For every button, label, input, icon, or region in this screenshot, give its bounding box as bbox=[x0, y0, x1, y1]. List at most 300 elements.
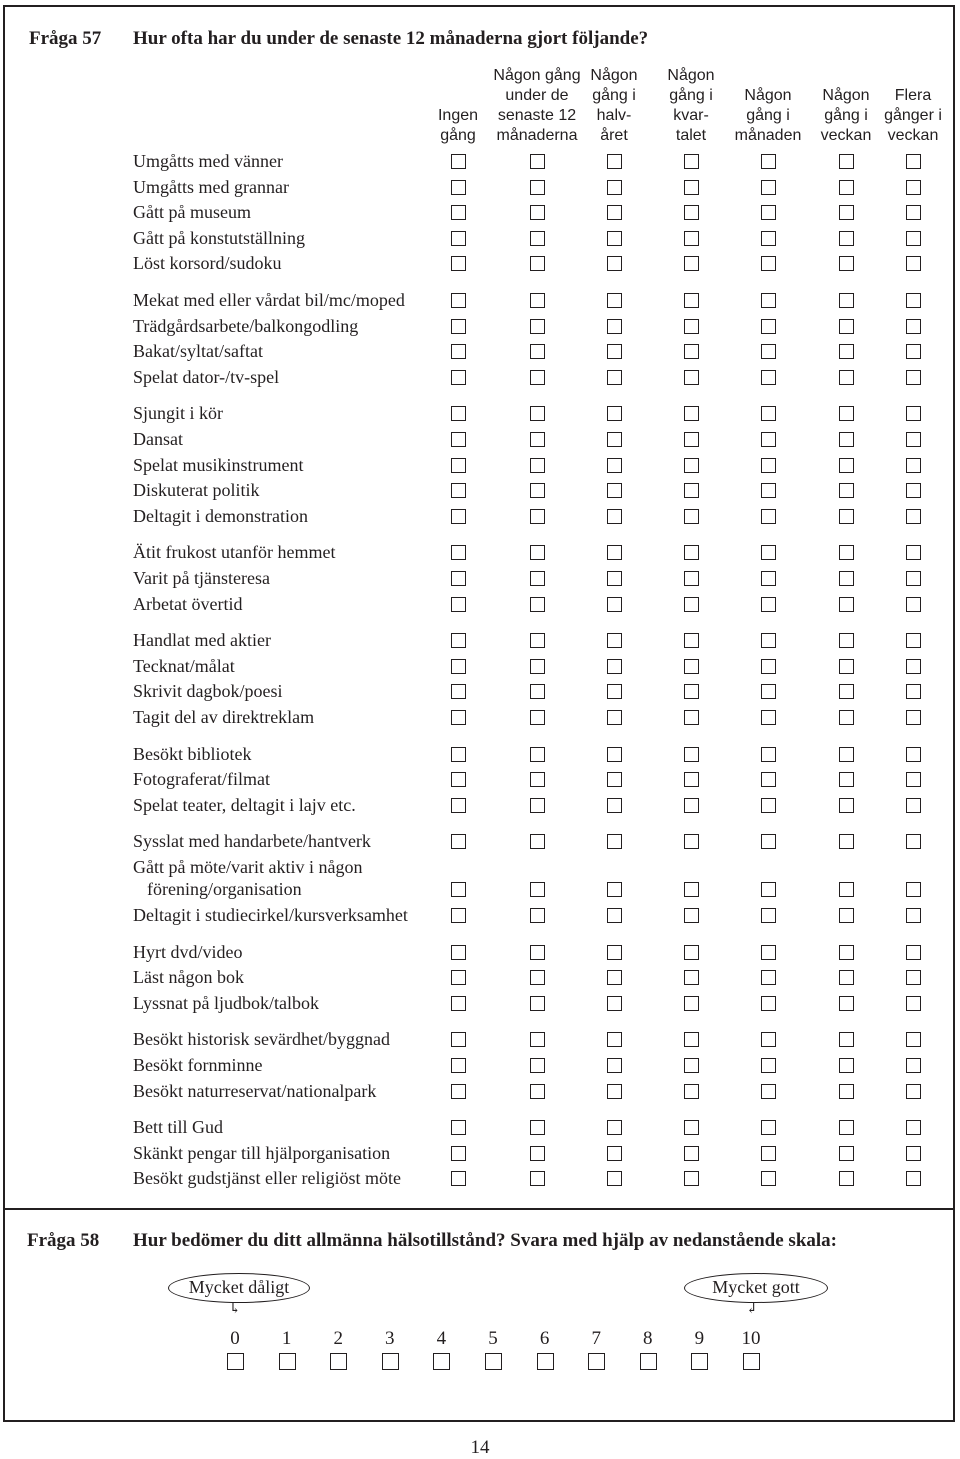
frequency-checkbox-3[interactable] bbox=[684, 710, 699, 725]
frequency-checkbox-0[interactable] bbox=[451, 908, 466, 923]
frequency-checkbox-2[interactable] bbox=[607, 256, 622, 271]
frequency-checkbox-6[interactable] bbox=[906, 432, 921, 447]
frequency-checkbox-1[interactable] bbox=[530, 406, 545, 421]
frequency-checkbox-3[interactable] bbox=[684, 633, 699, 648]
frequency-checkbox-2[interactable] bbox=[607, 996, 622, 1011]
frequency-checkbox-0[interactable] bbox=[451, 293, 466, 308]
frequency-checkbox-2[interactable] bbox=[607, 344, 622, 359]
frequency-checkbox-6[interactable] bbox=[906, 344, 921, 359]
frequency-checkbox-1[interactable] bbox=[530, 633, 545, 648]
frequency-checkbox-2[interactable] bbox=[607, 684, 622, 699]
frequency-checkbox-0[interactable] bbox=[451, 684, 466, 699]
column-header-line: Ingen bbox=[437, 107, 479, 124]
activity-label: Skänkt pengar till hjälporganisation bbox=[133, 1142, 391, 1163]
frequency-checkbox-4[interactable] bbox=[761, 834, 776, 849]
frequency-checkbox-2[interactable] bbox=[607, 1171, 622, 1186]
activity-label: Dansat bbox=[133, 429, 183, 449]
frequency-checkbox-1[interactable] bbox=[530, 1120, 545, 1135]
frequency-checkbox-6[interactable] bbox=[906, 293, 921, 308]
frequency-checkbox-4[interactable] bbox=[761, 970, 776, 985]
page-number: 14 bbox=[470, 1437, 490, 1458]
activity-label: Spelat dator-/tv-spel bbox=[133, 366, 280, 387]
frequency-checkbox-0[interactable] bbox=[451, 633, 466, 648]
frequency-checkbox-0[interactable] bbox=[451, 205, 466, 220]
frequency-checkbox-1[interactable] bbox=[530, 996, 545, 1011]
frequency-checkbox-5[interactable] bbox=[839, 798, 854, 813]
frequency-checkbox-3[interactable] bbox=[684, 1032, 699, 1047]
column-header-line: gång i bbox=[592, 87, 636, 104]
frequency-checkbox-0[interactable] bbox=[451, 747, 466, 762]
frequency-checkbox-6[interactable] bbox=[906, 1146, 921, 1161]
frequency-checkbox-6[interactable] bbox=[906, 1058, 921, 1073]
frequency-checkbox-6[interactable] bbox=[906, 772, 921, 787]
frequency-checkbox-2[interactable] bbox=[607, 1146, 622, 1161]
frequency-checkbox-6[interactable] bbox=[906, 180, 921, 195]
scale-checkbox[interactable] bbox=[588, 1353, 605, 1370]
frequency-checkbox-3[interactable] bbox=[684, 659, 699, 674]
frequency-checkbox-3[interactable] bbox=[684, 509, 699, 524]
frequency-checkbox-5[interactable] bbox=[839, 344, 854, 359]
frequency-checkbox-6[interactable] bbox=[906, 597, 921, 612]
frequency-checkbox-4[interactable] bbox=[761, 996, 776, 1011]
frequency-checkbox-2[interactable] bbox=[607, 772, 622, 787]
frequency-checkbox-1[interactable] bbox=[530, 798, 545, 813]
frequency-checkbox-2[interactable] bbox=[607, 545, 622, 560]
frequency-checkbox-1[interactable] bbox=[530, 154, 545, 169]
frequency-checkbox-6[interactable] bbox=[906, 256, 921, 271]
frequency-checkbox-5[interactable] bbox=[839, 684, 854, 699]
frequency-checkbox-6[interactable] bbox=[906, 659, 921, 674]
frequency-checkbox-6[interactable] bbox=[906, 633, 921, 648]
frequency-checkbox-5[interactable] bbox=[839, 571, 854, 586]
frequency-checkbox-3[interactable] bbox=[684, 834, 699, 849]
activity-label-line: Gått på möte/varit aktiv i någon bbox=[133, 857, 363, 877]
frequency-checkbox-4[interactable] bbox=[761, 882, 776, 897]
frequency-checkbox-4[interactable] bbox=[761, 1032, 776, 1047]
frequency-checkbox-3[interactable] bbox=[684, 205, 699, 220]
frequency-checkbox-4[interactable] bbox=[761, 545, 776, 560]
frequency-checkbox-3[interactable] bbox=[684, 406, 699, 421]
frequency-checkbox-3[interactable] bbox=[684, 483, 699, 498]
activity-label: Besökt gudstjänst eller religiöst möte bbox=[133, 1168, 401, 1189]
scale-number: 2 bbox=[333, 1328, 343, 1349]
frequency-checkbox-2[interactable] bbox=[607, 633, 622, 648]
frequency-checkbox-5[interactable] bbox=[839, 545, 854, 560]
frequency-checkbox-4[interactable] bbox=[761, 571, 776, 586]
frequency-checkbox-5[interactable] bbox=[839, 180, 854, 195]
frequency-checkbox-5[interactable] bbox=[839, 970, 854, 985]
frequency-checkbox-0[interactable] bbox=[451, 659, 466, 674]
frequency-checkbox-6[interactable] bbox=[906, 684, 921, 699]
frequency-checkbox-1[interactable] bbox=[530, 597, 545, 612]
frequency-checkbox-3[interactable] bbox=[684, 458, 699, 473]
scale-number: 0 bbox=[230, 1328, 240, 1349]
frequency-checkbox-2[interactable] bbox=[607, 205, 622, 220]
frequency-checkbox-1[interactable] bbox=[530, 1084, 545, 1099]
frequency-checkbox-1[interactable] bbox=[530, 458, 545, 473]
frequency-checkbox-6[interactable] bbox=[906, 571, 921, 586]
frequency-checkbox-3[interactable] bbox=[684, 908, 699, 923]
frequency-checkbox-3[interactable] bbox=[684, 154, 699, 169]
frequency-checkbox-2[interactable] bbox=[607, 406, 622, 421]
column-header-line: Någon bbox=[744, 87, 792, 104]
frequency-checkbox-5[interactable] bbox=[839, 908, 854, 923]
frequency-checkbox-4[interactable] bbox=[761, 231, 776, 246]
frequency-checkbox-3[interactable] bbox=[684, 432, 699, 447]
frequency-checkbox-4[interactable] bbox=[761, 293, 776, 308]
frequency-checkbox-4[interactable] bbox=[761, 180, 776, 195]
frequency-checkbox-1[interactable] bbox=[530, 1032, 545, 1047]
frequency-checkbox-6[interactable] bbox=[906, 945, 921, 960]
frequency-checkbox-3[interactable] bbox=[684, 882, 699, 897]
frequency-checkbox-1[interactable] bbox=[530, 772, 545, 787]
high-anchor-label: Mycket gott bbox=[684, 1273, 828, 1303]
scale-number: 10 bbox=[741, 1328, 761, 1349]
activity-label: Arbetat övertid bbox=[133, 593, 243, 614]
frequency-checkbox-6[interactable] bbox=[906, 1032, 921, 1047]
frequency-checkbox-1[interactable] bbox=[530, 970, 545, 985]
frequency-checkbox-5[interactable] bbox=[839, 154, 854, 169]
column-header-6 bbox=[867, 86, 959, 146]
frequency-checkbox-2[interactable] bbox=[607, 659, 622, 674]
frequency-checkbox-5[interactable] bbox=[839, 1084, 854, 1099]
frequency-checkbox-5[interactable] bbox=[839, 293, 854, 308]
frequency-checkbox-0[interactable] bbox=[451, 1058, 466, 1073]
frequency-checkbox-4[interactable] bbox=[761, 710, 776, 725]
activity-label: Handlat med aktier bbox=[133, 630, 271, 651]
frequency-checkbox-0[interactable] bbox=[451, 344, 466, 359]
column-header-line: kvar- bbox=[673, 107, 709, 124]
frequency-checkbox-3[interactable] bbox=[684, 180, 699, 195]
frequency-checkbox-1[interactable] bbox=[530, 180, 545, 195]
frequency-checkbox-0[interactable] bbox=[451, 996, 466, 1011]
frequency-checkbox-3[interactable] bbox=[684, 1171, 699, 1186]
frequency-checkbox-0[interactable] bbox=[451, 834, 466, 849]
scale-checkbox[interactable] bbox=[485, 1353, 502, 1370]
frequency-checkbox-2[interactable] bbox=[607, 458, 622, 473]
frequency-checkbox-2[interactable] bbox=[607, 798, 622, 813]
frequency-checkbox-1[interactable] bbox=[530, 483, 545, 498]
frequency-checkbox-3[interactable] bbox=[684, 970, 699, 985]
frequency-checkbox-3[interactable] bbox=[684, 1120, 699, 1135]
frequency-checkbox-0[interactable] bbox=[451, 154, 466, 169]
frequency-checkbox-4[interactable] bbox=[761, 1120, 776, 1135]
frequency-checkbox-1[interactable] bbox=[530, 344, 545, 359]
frequency-checkbox-5[interactable] bbox=[839, 432, 854, 447]
frequency-checkbox-3[interactable] bbox=[684, 231, 699, 246]
frequency-checkbox-4[interactable] bbox=[761, 747, 776, 762]
frequency-checkbox-2[interactable] bbox=[607, 1058, 622, 1073]
frequency-checkbox-6[interactable] bbox=[906, 747, 921, 762]
frequency-checkbox-6[interactable] bbox=[906, 205, 921, 220]
frequency-checkbox-3[interactable] bbox=[684, 684, 699, 699]
frequency-checkbox-6[interactable] bbox=[906, 798, 921, 813]
frequency-checkbox-4[interactable] bbox=[761, 432, 776, 447]
frequency-checkbox-5[interactable] bbox=[839, 319, 854, 334]
frequency-checkbox-4[interactable] bbox=[761, 256, 776, 271]
frequency-checkbox-2[interactable] bbox=[607, 509, 622, 524]
frequency-checkbox-3[interactable] bbox=[684, 772, 699, 787]
frequency-checkbox-2[interactable] bbox=[607, 1084, 622, 1099]
frequency-checkbox-2[interactable] bbox=[607, 180, 622, 195]
frequency-checkbox-3[interactable] bbox=[684, 1084, 699, 1099]
frequency-checkbox-6[interactable] bbox=[906, 710, 921, 725]
scale-checkbox[interactable] bbox=[433, 1353, 450, 1370]
question-58-text: Hur bedömer du ditt allmänna hälsotillstånd? Svara med hjälp av nedanstående skala: bbox=[133, 1230, 838, 1251]
frequency-checkbox-5[interactable] bbox=[839, 205, 854, 220]
frequency-checkbox-2[interactable] bbox=[607, 319, 622, 334]
scale-checkbox[interactable] bbox=[279, 1353, 296, 1370]
scale-checkbox[interactable] bbox=[743, 1353, 760, 1370]
frequency-checkbox-4[interactable] bbox=[761, 772, 776, 787]
frequency-checkbox-5[interactable] bbox=[839, 996, 854, 1011]
frequency-checkbox-1[interactable] bbox=[530, 545, 545, 560]
frequency-checkbox-0[interactable] bbox=[451, 798, 466, 813]
frequency-checkbox-0[interactable] bbox=[451, 256, 466, 271]
frequency-checkbox-2[interactable] bbox=[607, 1032, 622, 1047]
frequency-checkbox-5[interactable] bbox=[839, 1032, 854, 1047]
frequency-checkbox-5[interactable] bbox=[839, 633, 854, 648]
frequency-checkbox-1[interactable] bbox=[530, 319, 545, 334]
frequency-checkbox-3[interactable] bbox=[684, 1058, 699, 1073]
frequency-checkbox-3[interactable] bbox=[684, 256, 699, 271]
frequency-checkbox-4[interactable] bbox=[761, 684, 776, 699]
frequency-checkbox-4[interactable] bbox=[761, 798, 776, 813]
frequency-checkbox-0[interactable] bbox=[451, 231, 466, 246]
frequency-checkbox-4[interactable] bbox=[761, 406, 776, 421]
frequency-checkbox-0[interactable] bbox=[451, 710, 466, 725]
frequency-checkbox-4[interactable] bbox=[761, 1171, 776, 1186]
frequency-checkbox-5[interactable] bbox=[839, 1120, 854, 1135]
frequency-checkbox-0[interactable] bbox=[451, 945, 466, 960]
frequency-checkbox-3[interactable] bbox=[684, 597, 699, 612]
frequency-checkbox-0[interactable] bbox=[451, 483, 466, 498]
frequency-checkbox-0[interactable] bbox=[451, 970, 466, 985]
frequency-checkbox-3[interactable] bbox=[684, 1146, 699, 1161]
frequency-checkbox-0[interactable] bbox=[451, 1171, 466, 1186]
frequency-checkbox-1[interactable] bbox=[530, 1058, 545, 1073]
frequency-checkbox-0[interactable] bbox=[451, 571, 466, 586]
frequency-checkbox-5[interactable] bbox=[839, 1171, 854, 1186]
frequency-checkbox-2[interactable] bbox=[607, 432, 622, 447]
frequency-checkbox-4[interactable] bbox=[761, 1084, 776, 1099]
frequency-checkbox-2[interactable] bbox=[607, 710, 622, 725]
frequency-checkbox-1[interactable] bbox=[530, 659, 545, 674]
frequency-checkbox-2[interactable] bbox=[607, 571, 622, 586]
frequency-checkbox-3[interactable] bbox=[684, 344, 699, 359]
frequency-checkbox-5[interactable] bbox=[839, 710, 854, 725]
frequency-checkbox-0[interactable] bbox=[451, 545, 466, 560]
frequency-checkbox-6[interactable] bbox=[906, 996, 921, 1011]
frequency-checkbox-6[interactable] bbox=[906, 882, 921, 897]
frequency-checkbox-6[interactable] bbox=[906, 545, 921, 560]
frequency-checkbox-3[interactable] bbox=[684, 319, 699, 334]
frequency-checkbox-1[interactable] bbox=[530, 1146, 545, 1161]
frequency-checkbox-1[interactable] bbox=[530, 684, 545, 699]
frequency-checkbox-2[interactable] bbox=[607, 483, 622, 498]
scale-checkbox[interactable] bbox=[640, 1353, 657, 1370]
low-anchor-arrow-icon: ↳ bbox=[229, 1302, 241, 1317]
frequency-checkbox-4[interactable] bbox=[761, 945, 776, 960]
activity-label: Besökt historisk sevärdhet/byggnad bbox=[133, 1029, 390, 1050]
frequency-checkbox-1[interactable] bbox=[530, 908, 545, 923]
frequency-checkbox-3[interactable] bbox=[684, 996, 699, 1011]
frequency-checkbox-1[interactable] bbox=[530, 747, 545, 762]
frequency-checkbox-4[interactable] bbox=[761, 458, 776, 473]
activity-label: Löst korsord/sudoku bbox=[133, 253, 282, 274]
frequency-checkbox-4[interactable] bbox=[761, 370, 776, 385]
frequency-checkbox-5[interactable] bbox=[839, 597, 854, 612]
frequency-checkbox-2[interactable] bbox=[607, 747, 622, 762]
frequency-checkbox-6[interactable] bbox=[906, 908, 921, 923]
frequency-checkbox-6[interactable] bbox=[906, 458, 921, 473]
frequency-checkbox-2[interactable] bbox=[607, 370, 622, 385]
question-57-label: Fråga 57 bbox=[29, 28, 102, 49]
frequency-checkbox-2[interactable] bbox=[607, 834, 622, 849]
frequency-checkbox-0[interactable] bbox=[451, 1032, 466, 1047]
frequency-checkbox-3[interactable] bbox=[684, 747, 699, 762]
frequency-checkbox-4[interactable] bbox=[761, 1058, 776, 1073]
frequency-checkbox-6[interactable] bbox=[906, 1084, 921, 1099]
frequency-checkbox-4[interactable] bbox=[761, 344, 776, 359]
frequency-checkbox-0[interactable] bbox=[451, 882, 466, 897]
frequency-checkbox-2[interactable] bbox=[607, 231, 622, 246]
frequency-checkbox-2[interactable] bbox=[607, 293, 622, 308]
frequency-checkbox-6[interactable] bbox=[906, 834, 921, 849]
frequency-checkbox-6[interactable] bbox=[906, 319, 921, 334]
frequency-checkbox-6[interactable] bbox=[906, 483, 921, 498]
frequency-checkbox-5[interactable] bbox=[839, 659, 854, 674]
frequency-checkbox-0[interactable] bbox=[451, 1084, 466, 1099]
frequency-checkbox-2[interactable] bbox=[607, 597, 622, 612]
frequency-checkbox-1[interactable] bbox=[530, 571, 545, 586]
frequency-checkbox-1[interactable] bbox=[530, 256, 545, 271]
frequency-checkbox-6[interactable] bbox=[906, 231, 921, 246]
frequency-checkbox-6[interactable] bbox=[906, 406, 921, 421]
column-header-line: senaste 12 bbox=[497, 107, 577, 124]
frequency-checkbox-4[interactable] bbox=[761, 908, 776, 923]
frequency-checkbox-4[interactable] bbox=[761, 1146, 776, 1161]
frequency-checkbox-4[interactable] bbox=[761, 483, 776, 498]
frequency-checkbox-3[interactable] bbox=[684, 571, 699, 586]
frequency-checkbox-5[interactable] bbox=[839, 772, 854, 787]
frequency-checkbox-1[interactable] bbox=[530, 945, 545, 960]
frequency-checkbox-4[interactable] bbox=[761, 319, 776, 334]
frequency-checkbox-2[interactable] bbox=[607, 882, 622, 897]
frequency-checkbox-1[interactable] bbox=[530, 205, 545, 220]
frequency-checkbox-5[interactable] bbox=[839, 747, 854, 762]
frequency-checkbox-6[interactable] bbox=[906, 1120, 921, 1135]
frequency-checkbox-2[interactable] bbox=[607, 908, 622, 923]
activity-label: Besökt fornminne bbox=[133, 1055, 263, 1075]
frequency-checkbox-0[interactable] bbox=[451, 432, 466, 447]
scale-number: 4 bbox=[436, 1328, 447, 1349]
scale-number: 6 bbox=[539, 1328, 550, 1349]
frequency-checkbox-0[interactable] bbox=[451, 406, 466, 421]
frequency-checkbox-2[interactable] bbox=[607, 1120, 622, 1135]
frequency-checkbox-4[interactable] bbox=[761, 509, 776, 524]
frequency-checkbox-2[interactable] bbox=[607, 154, 622, 169]
frequency-checkbox-0[interactable] bbox=[451, 772, 466, 787]
activity-label: Besökt bibliotek bbox=[133, 743, 252, 764]
frequency-checkbox-2[interactable] bbox=[607, 945, 622, 960]
activity-label: Mekat med eller vårdat bil/mc/moped bbox=[133, 290, 405, 310]
frequency-checkbox-5[interactable] bbox=[839, 406, 854, 421]
scale-number: 8 bbox=[643, 1328, 653, 1349]
frequency-checkbox-3[interactable] bbox=[684, 370, 699, 385]
frequency-checkbox-6[interactable] bbox=[906, 370, 921, 385]
frequency-checkbox-3[interactable] bbox=[684, 798, 699, 813]
frequency-checkbox-0[interactable] bbox=[451, 319, 466, 334]
frequency-checkbox-2[interactable] bbox=[607, 970, 622, 985]
scale-checkbox[interactable] bbox=[691, 1353, 708, 1370]
scale-number: 1 bbox=[281, 1328, 292, 1349]
frequency-checkbox-5[interactable] bbox=[839, 945, 854, 960]
frequency-checkbox-5[interactable] bbox=[839, 882, 854, 897]
frequency-checkbox-0[interactable] bbox=[451, 1146, 466, 1161]
frequency-checkbox-4[interactable] bbox=[761, 205, 776, 220]
frequency-checkbox-5[interactable] bbox=[839, 370, 854, 385]
activity-label: Trädgårdsarbete/balkongodling bbox=[133, 315, 359, 336]
scale-checkbox[interactable] bbox=[537, 1353, 554, 1370]
frequency-checkbox-1[interactable] bbox=[530, 834, 545, 849]
frequency-checkbox-0[interactable] bbox=[451, 509, 466, 524]
frequency-checkbox-4[interactable] bbox=[761, 597, 776, 612]
activity-label: Läst någon bok bbox=[133, 967, 244, 988]
frequency-checkbox-5[interactable] bbox=[839, 509, 854, 524]
frequency-checkbox-0[interactable] bbox=[451, 597, 466, 612]
question-58-label: Fråga 58 bbox=[27, 1230, 100, 1251]
scale-checkbox[interactable] bbox=[330, 1353, 347, 1370]
frequency-checkbox-1[interactable] bbox=[530, 1171, 545, 1186]
frequency-checkbox-1[interactable] bbox=[530, 432, 545, 447]
frequency-checkbox-1[interactable] bbox=[530, 882, 545, 897]
frequency-checkbox-1[interactable] bbox=[530, 231, 545, 246]
frequency-checkbox-5[interactable] bbox=[839, 458, 854, 473]
frequency-checkbox-0[interactable] bbox=[451, 180, 466, 195]
column-header-line: Flera bbox=[894, 87, 932, 104]
frequency-checkbox-4[interactable] bbox=[761, 633, 776, 648]
frequency-checkbox-4[interactable] bbox=[761, 659, 776, 674]
frequency-checkbox-3[interactable] bbox=[684, 945, 699, 960]
scale-number: 5 bbox=[488, 1328, 498, 1349]
frequency-checkbox-0[interactable] bbox=[451, 370, 466, 385]
frequency-checkbox-1[interactable] bbox=[530, 293, 545, 308]
frequency-checkbox-6[interactable] bbox=[906, 970, 921, 985]
frequency-checkbox-1[interactable] bbox=[530, 509, 545, 524]
frequency-checkbox-6[interactable] bbox=[906, 154, 921, 169]
frequency-checkbox-6[interactable] bbox=[906, 1171, 921, 1186]
frequency-checkbox-1[interactable] bbox=[530, 370, 545, 385]
frequency-checkbox-4[interactable] bbox=[761, 154, 776, 169]
frequency-checkbox-5[interactable] bbox=[839, 834, 854, 849]
frequency-checkbox-6[interactable] bbox=[906, 509, 921, 524]
frequency-checkbox-3[interactable] bbox=[684, 545, 699, 560]
activity-label: Besökt naturreservat/nationalpark bbox=[133, 1080, 377, 1101]
frequency-checkbox-5[interactable] bbox=[839, 231, 854, 246]
frequency-checkbox-1[interactable] bbox=[530, 710, 545, 725]
frequency-checkbox-3[interactable] bbox=[684, 293, 699, 308]
frequency-checkbox-5[interactable] bbox=[839, 1058, 854, 1073]
column-header-line: gång i bbox=[746, 107, 790, 124]
frequency-checkbox-5[interactable] bbox=[839, 1146, 854, 1161]
frequency-checkbox-5[interactable] bbox=[839, 483, 854, 498]
scale-checkbox[interactable] bbox=[382, 1353, 399, 1370]
scale-checkbox[interactable] bbox=[227, 1353, 244, 1370]
frequency-checkbox-5[interactable] bbox=[839, 256, 854, 271]
frequency-checkbox-0[interactable] bbox=[451, 1120, 466, 1135]
frequency-checkbox-0[interactable] bbox=[451, 458, 466, 473]
